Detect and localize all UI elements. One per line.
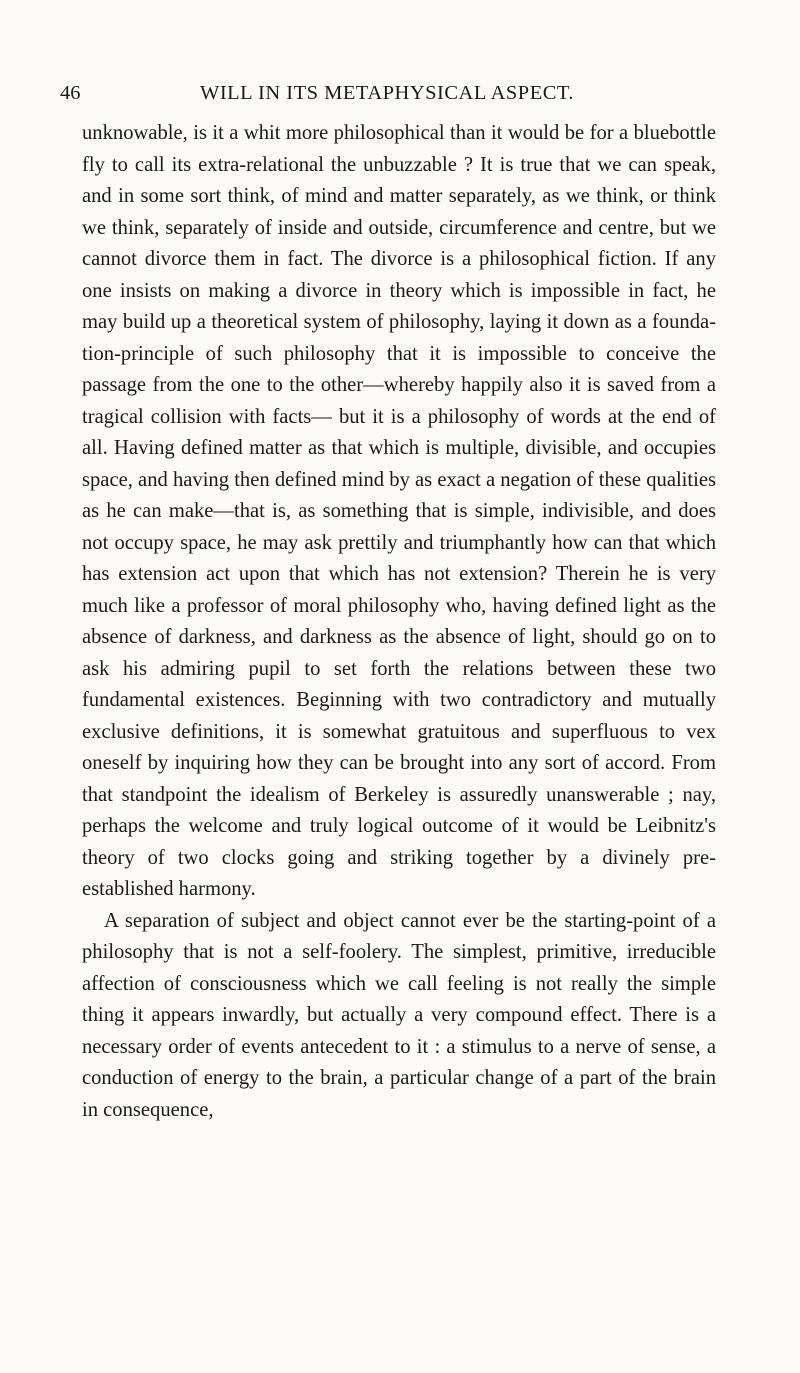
paragraph-2: A separation of subject and object cannot ever be the starting-point of a philosophy that is not a self-foolery. The simplest, primitive, irreducible affection of consciousness which we call feeling is not really the simple thing it appears inwardly, but actually a very compound effect. There is a necessary order of events antecedent to it : a stimulus to a nerve of sense, a conduction of energy to the brain, a particular change of a part of the brain in consequence, xyxy=(82,909,716,1121)
running-header xyxy=(60,82,714,110)
body-text xyxy=(82,118,716,1126)
page-number: 46 xyxy=(60,82,81,104)
paragraph-1: unknowable, is it a whit more philosophical than it would be for a bluebottle fly to call its extra-relational the unbuzzable ? It is true that we can speak, and in some sort think, of mind and matter separately, as we think, or think we think, separately of inside and outside, circumference and centre, but we cannot divorce them in fact. The divorce is a philosophical fiction. If any one insists on making a divorce in theory which is impossible in fact, he may build up a theoretical system of philosophy, laying it down as a foundation-principle of such philosophy that it is impossible to conceive the passage from the one to the other—whereby happily also it is saved from a tragical collision with facts— but it is a philosophy of words at the end of all. Having defined matter as that which is multiple, divisible, and occupies space, and having then defined mind by as exact a negation of these qualities as he can make—that is, as something that is simple, indivisible, and does not occupy space, he may ask prettily and triumphantly how can that which has extension act upon that which has not extension? Therein he is very much like a professor of moral philosophy who, having defined light as the absence of darkness, and darkness as the absence of light, should go on to ask his admiring pupil to set forth the relations between these two fundamental existences. Beginning with two contradictory and mutually exclusive definitions, it is somewhat gratuitous and superfluous to vex oneself by inquiring how they can be brought into any sort of accord. From that standpoint the idealism of Berkeley is assuredly unanswerable ; nay, perhaps the welcome and truly logical outcome of it would be Leibnitz's theory of two clocks going and striking together by a divinely pre-established harmony. xyxy=(82,122,716,900)
running-title: WILL IN ITS METAPHYSICAL ASPECT. xyxy=(199,82,575,104)
